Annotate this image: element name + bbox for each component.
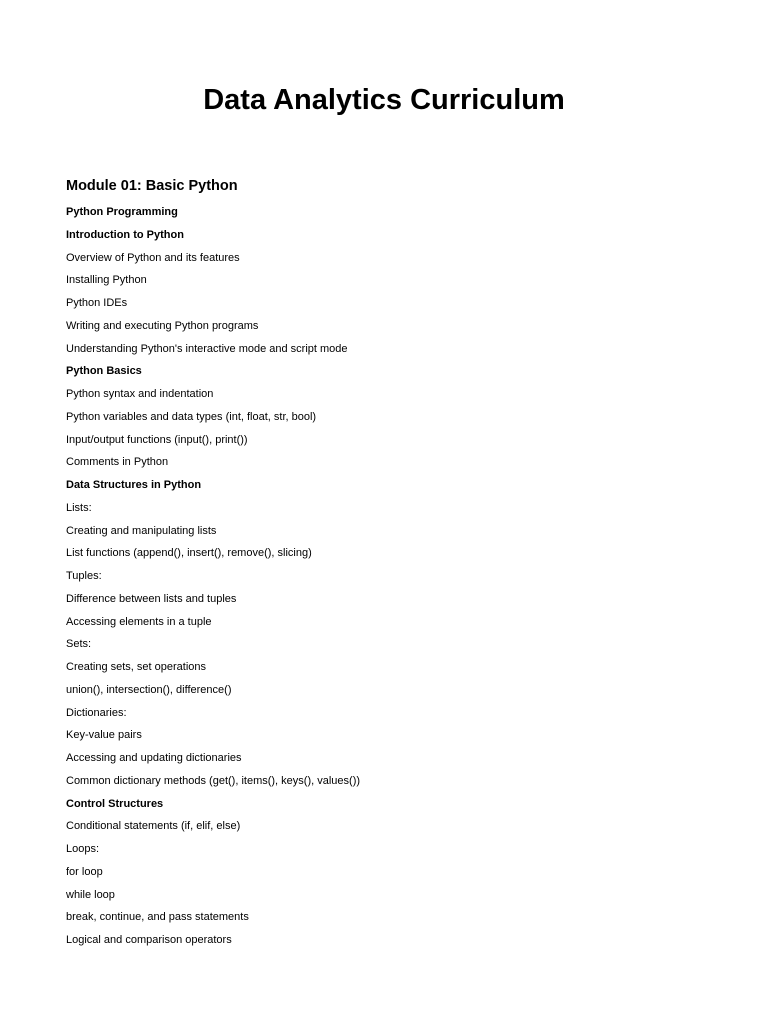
list-item: for loop <box>66 865 103 878</box>
list-item: Writing and executing Python programs <box>66 319 259 332</box>
list-item: List functions (append(), insert(), remove(), slicing) <box>66 547 312 560</box>
list-item: Python variables and data types (int, float, str, bool) <box>66 410 317 423</box>
list-item: Logical and comparison operators <box>66 934 232 946</box>
section-heading: Data Structures in Python <box>66 479 202 491</box>
section-heading: Control Structures <box>66 797 164 810</box>
curriculum-list <box>66 201 360 952</box>
module-heading: Module 01: Basic Python <box>66 178 238 194</box>
list-item: Conditional statements (if, elif, else) <box>66 820 241 833</box>
list-item: Dictionaries: <box>66 706 127 719</box>
section-heading: Python Programming <box>66 206 178 218</box>
list-item: Input/output functions (input(), print()) <box>66 433 248 446</box>
list-item: Understanding Python's interactive mode and script mode <box>66 342 348 355</box>
list-item: union(), intersection(), difference() <box>66 683 232 696</box>
list-item: Creating sets, set operations <box>66 661 207 673</box>
list-item: Accessing and updating dictionaries <box>66 752 242 764</box>
list-item: Lists: <box>66 501 92 514</box>
list-item: break, continue, and pass statements <box>66 911 249 924</box>
section-heading: Introduction to Python <box>66 228 184 241</box>
list-item: Overview of Python and its features <box>66 251 240 264</box>
document-title: Data Analytics Curriculum <box>203 84 565 116</box>
list-item: while loop <box>66 888 115 901</box>
list-item: Comments in Python <box>66 456 169 469</box>
list-item: Installing Python <box>66 274 147 287</box>
list-item: Sets: <box>66 638 92 651</box>
list-item: Tuples: <box>66 570 102 582</box>
list-item: Loops: <box>66 843 100 855</box>
list-item: Python syntax and indentation <box>66 388 214 400</box>
list-item: Key-value pairs <box>66 729 142 742</box>
list-item: Python IDEs <box>66 297 128 309</box>
list-item: Creating and manipulating lists <box>66 524 217 537</box>
list-item: Common dictionary methods (get(), items(), keys(), values()) <box>66 774 361 787</box>
section-heading: Python Basics <box>66 365 142 378</box>
list-item: Difference between lists and tuples <box>66 592 237 605</box>
list-item: Accessing elements in a tuple <box>66 615 212 628</box>
